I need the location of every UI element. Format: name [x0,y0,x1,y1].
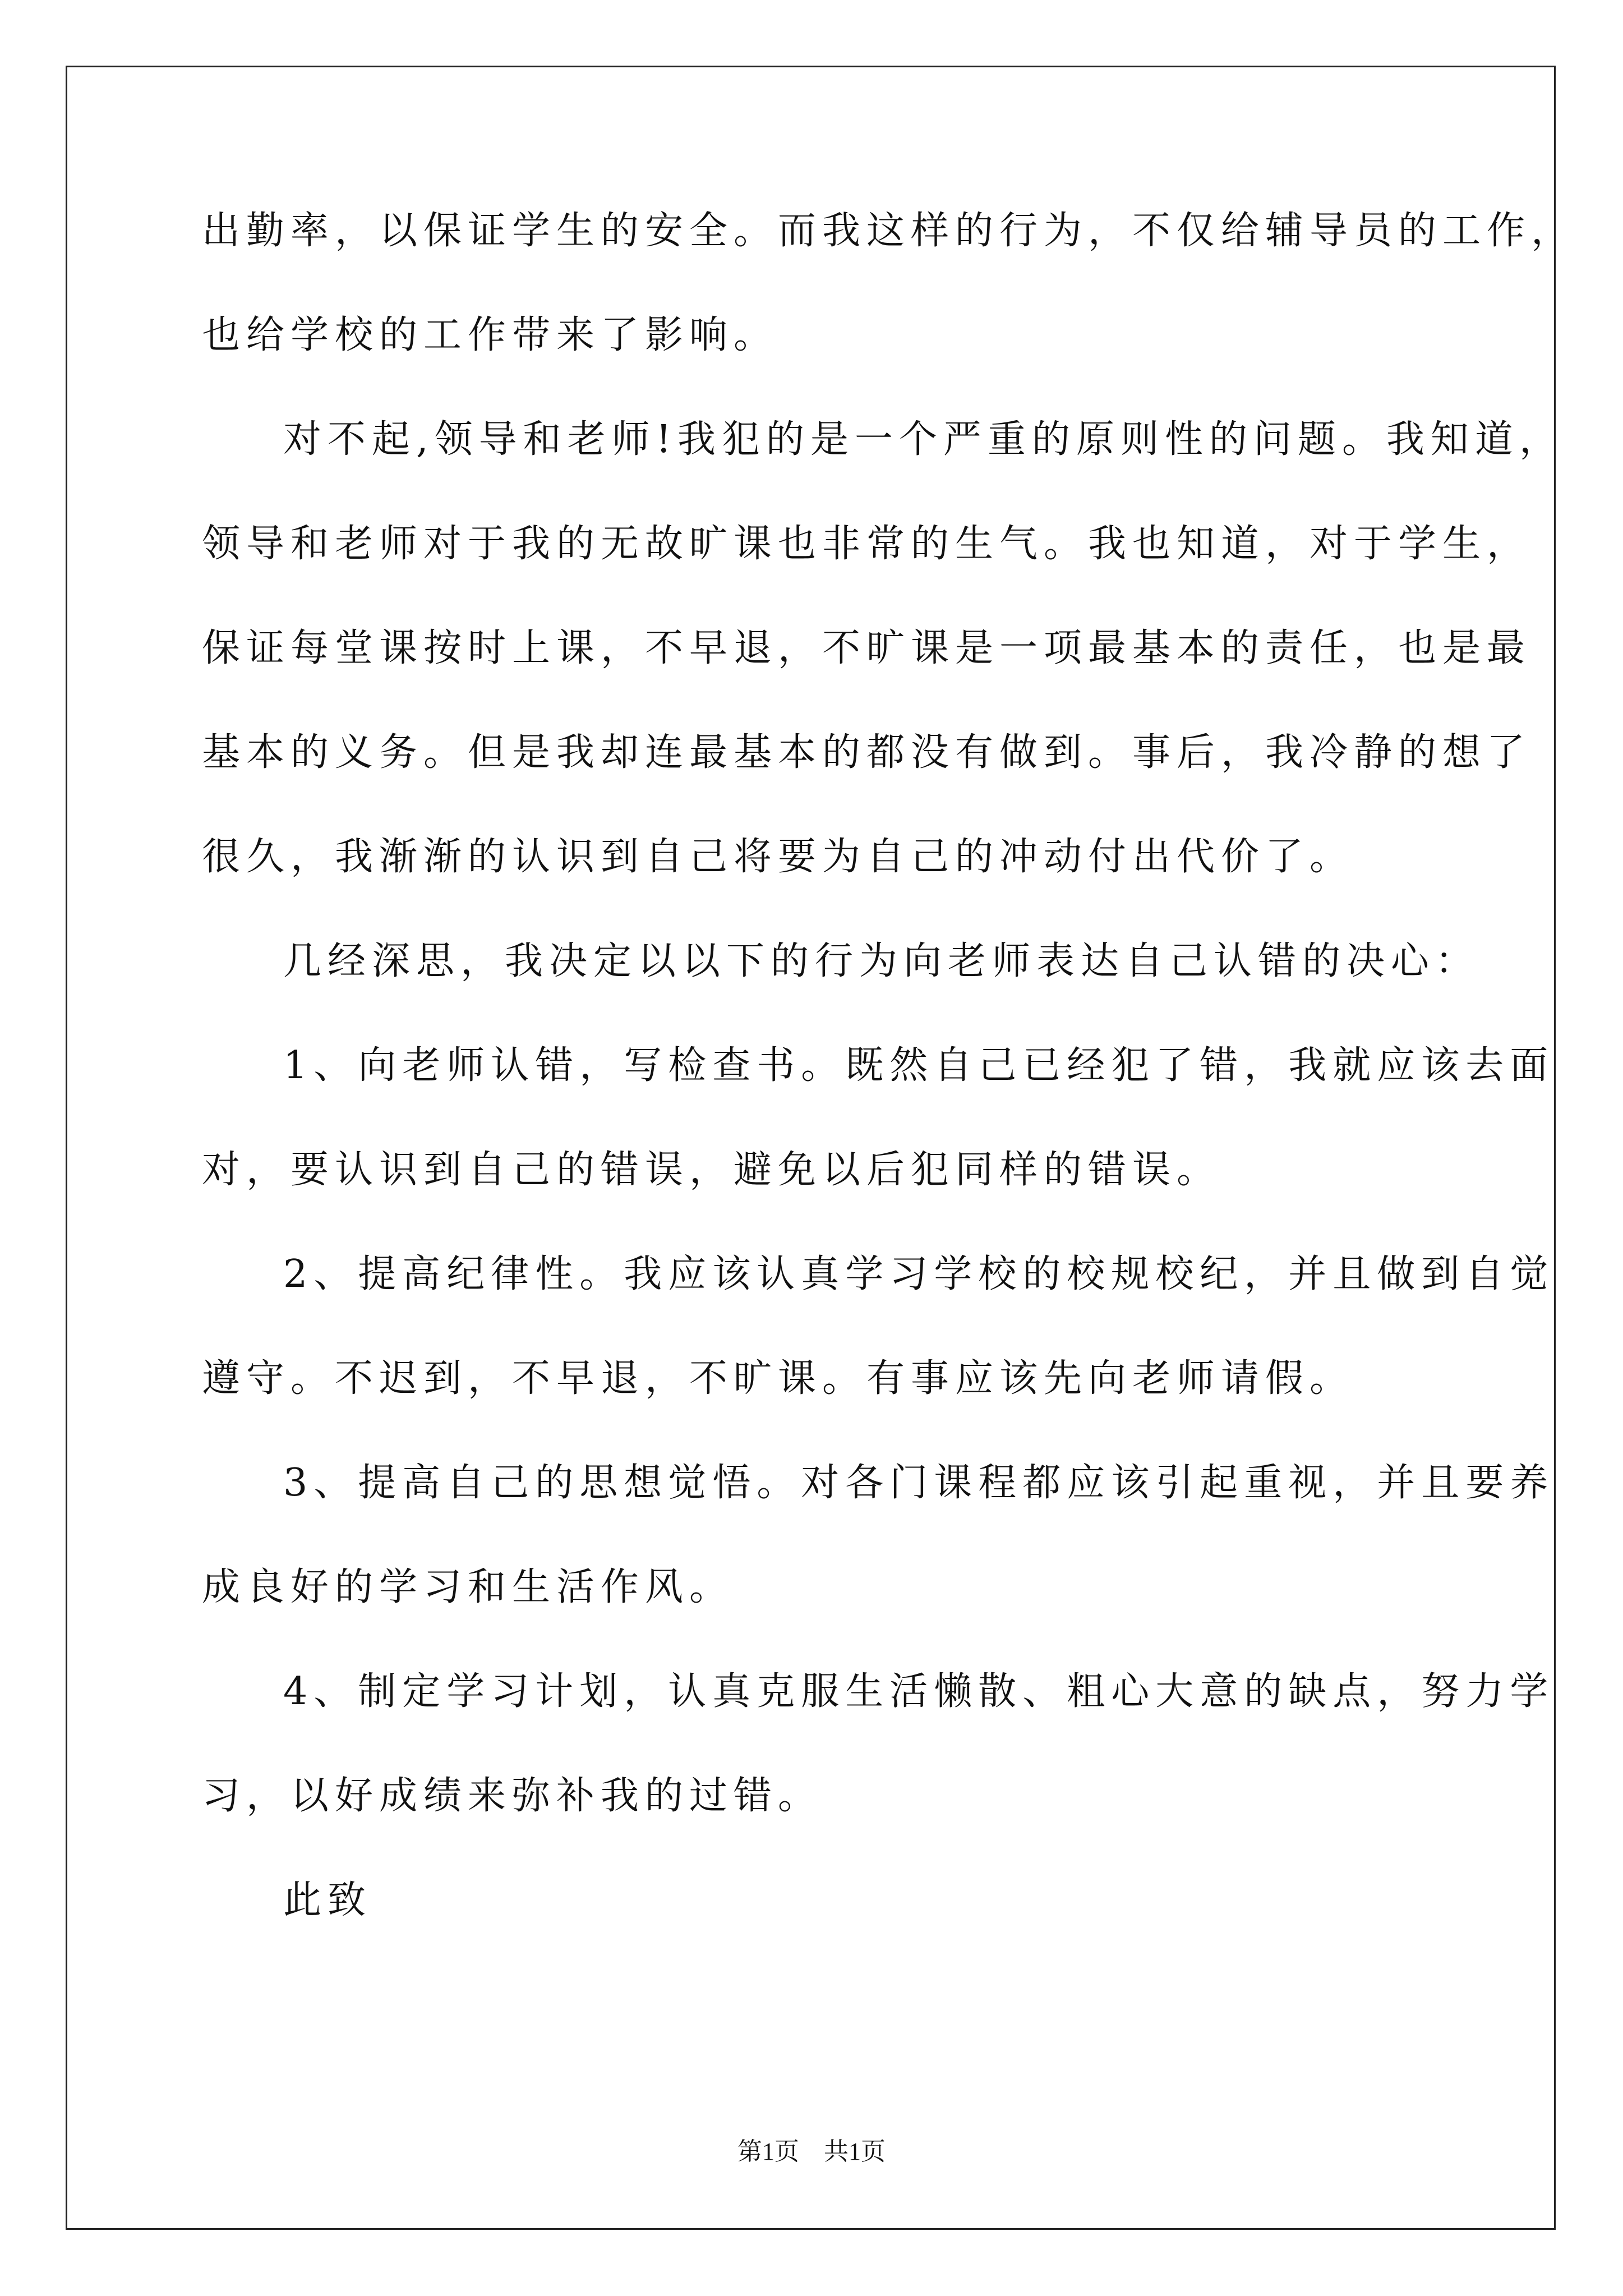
page-number-label: 第1页 共1页 [737,2138,886,2165]
text-line: 很久，我渐渐的认识到自己将要为自己的冲动付出代价了。 [202,835,1354,879]
text-line: 基本的义务。但是我却连最基本的都没有做到。事后，我冷静的想了 [202,730,1532,775]
paragraph-first-line: 对不起,领导和老师!我犯的是一个严重的原则性的问题。我知道， [283,417,1564,462]
text-line: 也给学校的工作带来了影响。 [202,313,778,357]
list-item-4: 4、制定学习计划，认真克服生活懒散、粗心大意的缺点，努力学 [283,1669,1555,1714]
text-line: 习，以好成绩来弥补我的过错。 [202,1774,823,1818]
list-item-2: 2、提高纪律性。我应该认真学习学校的校规校纪，并且做到自觉 [283,1252,1555,1296]
text-line: 领导和老师对于我的无故旷课也非常的生气。我也知道，对于学生， [202,522,1532,566]
list-item-3: 3、提高自己的思想觉悟。对各门课程都应该引起重视，并且要养 [283,1461,1555,1505]
page-footer [0,2137,1623,2166]
paragraph-first-line: 几经深思，我决定以以下的行为向老师表达自己认错的决心： [283,939,1480,983]
text-line: 对，要认识到自己的错误，避免以后犯同样的错误。 [202,1148,1221,1192]
list-item-1: 1、向老师认错，写检查书。既然自己已经犯了错，我就应该去面 [283,1043,1555,1088]
text-line: 成良好的学习和生活作风。 [202,1565,734,1609]
text-line: 出勤率，以保证学生的安全。而我这样的行为，不仅给辅导员的工作， [202,209,1576,253]
closing-salutation: 此致 [283,1878,372,1922]
text-line: 保证每堂课按时上课，不早退，不旷课是一项最基本的责任，也是最 [202,626,1532,670]
text-line: 遵守。不迟到，不早退，不旷课。有事应该先向老师请假。 [202,1356,1354,1401]
